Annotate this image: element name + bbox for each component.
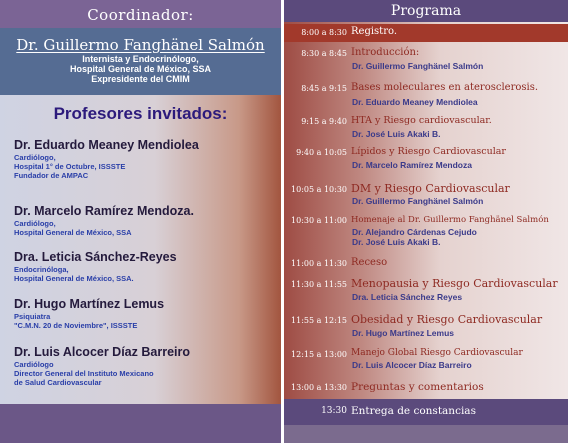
program-time: 8:30 a 8:45 <box>301 49 347 58</box>
professor-detail: "C.M.N. 20 de Noviembre", ISSSTE <box>14 321 138 330</box>
program-title: Registro. <box>351 26 398 37</box>
left-panel <box>0 0 281 443</box>
program-title: Bases moleculares en aterosclerosis. <box>351 82 539 93</box>
professor-entry <box>14 204 274 237</box>
program-background <box>284 22 568 399</box>
program-title: HTA y Riesgo cardiovascular. <box>351 115 492 126</box>
left-footer-band <box>0 404 281 443</box>
program-title: Homenaje al Dr. Guillermo Fanghänel Salmón <box>351 215 549 225</box>
coordinator-box <box>0 28 281 95</box>
professor-name: Dr. Hugo Martínez Lemus <box>14 297 165 311</box>
program-time: 10:30 a 11:00 <box>291 216 347 225</box>
program-speaker: Dr. Eduardo Meaney Mendiolea <box>352 97 478 107</box>
professor-detail: Hospital 1° de Octubre, ISSSTE <box>14 162 126 171</box>
professor-detail: Director General del Instituto Mexicano <box>14 369 154 378</box>
bottom-band <box>284 425 568 443</box>
program-time: 11:00 a 11:30 <box>291 259 347 268</box>
professor-detail: Endocrinóloga, <box>14 265 69 274</box>
professor-entry <box>14 138 274 180</box>
program-time: 11:30 a 11:55 <box>291 280 347 289</box>
professor-detail: Hospital General de México, SSA <box>14 228 132 237</box>
coordinator-line: Internista y Endocrinólogo, <box>82 54 199 64</box>
program-time: 8:45 a 9:15 <box>301 84 347 93</box>
program-title: DM y Riesgo Cardiovascular <box>351 182 510 195</box>
program-header: Programa <box>284 0 568 22</box>
program-speaker: Dr. José Luis Akaki B. <box>352 237 441 247</box>
program-time: 13:00 a 13:30 <box>291 383 347 392</box>
professor-detail: Cardiólogo, <box>14 153 56 162</box>
program-title: Preguntas y comentarios <box>351 381 484 393</box>
professor-detail: Hospital General de México, SSA. <box>14 274 134 283</box>
program-time: 9:40 a 10:05 <box>296 148 347 157</box>
program-speaker: Dr. Luis Alcocer Díaz Barreiro <box>352 360 472 370</box>
program-title: Menopausia y Riesgo Cardiovascular <box>351 277 558 290</box>
professor-entry <box>14 345 274 387</box>
program-time: 10:05 a 10:30 <box>291 185 347 194</box>
program-title: Introducción: <box>351 47 420 58</box>
program-time: 13:30 <box>321 406 347 416</box>
program-speaker: Dr. José Luis Akaki B. <box>352 129 441 139</box>
professors-title: Profesores invitados: <box>53 104 228 123</box>
professor-name: Dra. Leticia Sánchez-Reyes <box>14 250 177 264</box>
coordinator-line: Hospital General de México, SSA <box>69 64 212 74</box>
professor-detail: de Salud Cardiovascular <box>14 378 102 387</box>
professor-name: Dr. Luis Alcocer Díaz Barreiro <box>14 345 190 359</box>
program-speaker: Dr. Alejandro Cárdenas Cejudo <box>352 227 477 237</box>
program-title: Receso <box>351 257 388 268</box>
program-time: 8:00 a 8:30 <box>301 28 347 37</box>
program-time: 11:55 a 12:15 <box>291 316 347 325</box>
professor-entry <box>14 250 274 283</box>
program-speaker: Dr. Hugo Martínez Lemus <box>352 328 455 338</box>
professor-detail: Cardiólogo <box>14 360 54 369</box>
coordinator-name: Dr. Guillermo Fanghänel Salmón <box>16 36 265 54</box>
program-title: Lípidos y Riesgo Cardiovascular <box>351 146 506 157</box>
professor-entry <box>14 297 274 330</box>
program-speaker: Dr. Guillermo Fanghänel Salmón <box>352 196 484 206</box>
professor-name: Dr. Marcelo Ramírez Mendoza. <box>14 204 194 218</box>
program-speaker: Dr. Marcelo Ramírez Mendoza <box>352 160 472 170</box>
program-title: Manejo Global Riesgo Cardiovascular <box>351 348 523 358</box>
program-time: 12:15 a 13:00 <box>291 350 347 359</box>
program-speaker: Dra. Leticia Sánchez Reyes <box>352 292 463 302</box>
coordinator-line: Expresidente del CMIM <box>91 74 190 84</box>
professor-detail: Psiquiatra <box>14 312 51 321</box>
coordinator-header: Coordinador: <box>0 0 281 28</box>
program-time: 9:15 a 9:40 <box>301 117 347 126</box>
professor-detail: Fundador de AMPAC <box>14 171 89 180</box>
program-speaker: Dr. Guillermo Fanghänel Salmón <box>352 61 484 71</box>
program-panel <box>284 0 568 443</box>
program-title: Entrega de constancias <box>351 405 476 417</box>
professor-name: Dr. Eduardo Meaney Mendiolea <box>14 138 199 152</box>
professor-detail: Cardiólogo, <box>14 219 56 228</box>
program-title: Obesidad y Riesgo Cardiovascular <box>351 313 543 326</box>
